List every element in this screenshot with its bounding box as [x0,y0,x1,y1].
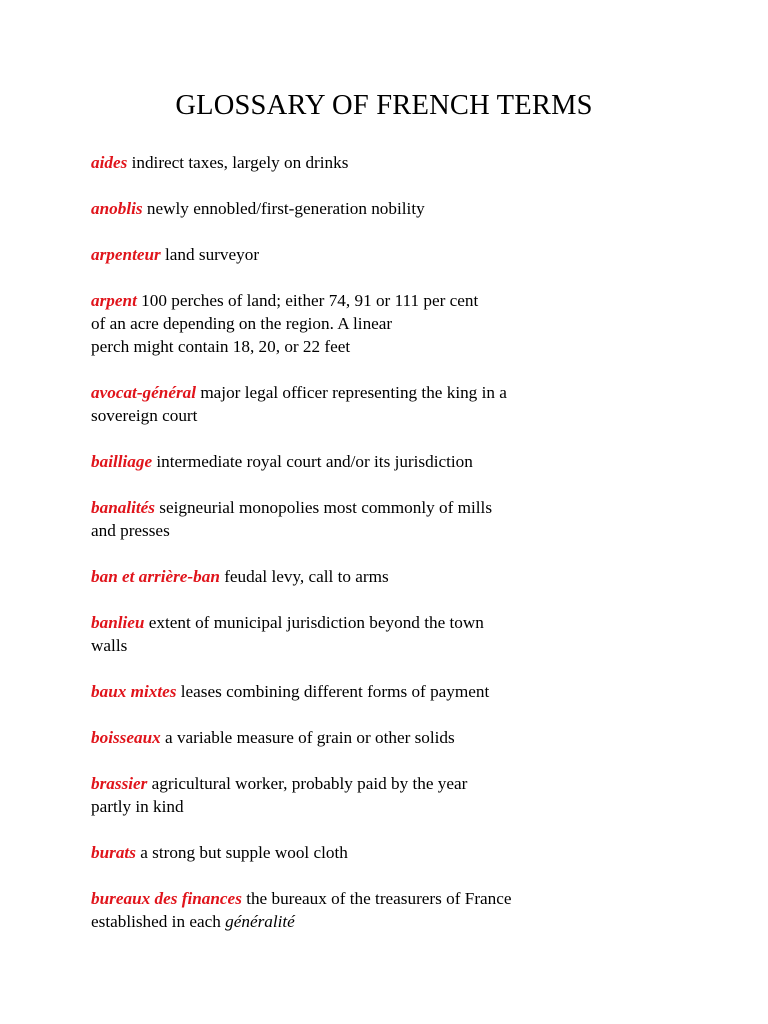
glossary-term: bureaux des finances [91,889,242,908]
glossary-term: arpenteur [91,245,161,264]
glossary-term: boisseaux [91,728,161,747]
glossary-definition-line: newly ennobled/first-generation nobility [146,199,425,218]
glossary-definition-line: the bureaux of the treasurers of France [246,889,512,908]
glossary-definition-line: 100 perches of land; either 74, 91 or 111 per cent [141,291,479,310]
glossary-definition-line: agricultural worker, probably paid by the year [151,774,468,793]
glossary-list [91,151,611,956]
glossary-term: burats [91,843,136,862]
glossary-definition-line: indirect taxes, largely on drinks [131,153,349,172]
glossary-term: banalités [91,498,155,517]
glossary-line [91,772,611,795]
glossary-entry [91,197,611,220]
glossary-definition-line: and presses [91,521,170,540]
glossary-definition-line: intermediate royal court and/or its jurisdiction [156,452,473,471]
glossary-italic-term: généralité [225,912,295,931]
glossary-definition-line: a strong but supple wool cloth [140,843,348,862]
glossary-entry [91,151,611,174]
glossary-definition-line: of an acre depending on the region. A linear [91,314,393,333]
glossary-entry [91,772,611,818]
glossary-definition-line: established in each [91,912,221,931]
glossary-line [91,611,611,634]
glossary-line [91,381,611,404]
glossary-entry [91,381,611,427]
glossary-entry [91,243,611,266]
glossary-definition-line: leases combining different forms of payment [180,682,490,701]
glossary-definition-line: perch might contain 18, 20, or 22 feet [91,337,351,356]
glossary-definition-line: land surveyor [165,245,260,264]
glossary-entry [91,565,611,588]
glossary-definition-line: extent of municipal jurisdiction beyond the town [148,613,484,632]
glossary-entry [91,726,611,749]
glossary-term: anoblis [91,199,143,218]
glossary-term: avocat-général [91,383,197,402]
glossary-line [91,496,611,519]
glossary-entry [91,841,611,864]
glossary-definition-line: a variable measure of grain or other solids [165,728,455,747]
glossary-definition-line: major legal officer representing the king in a [200,383,507,402]
glossary-entry [91,680,611,703]
glossary-definition-line: feudal levy, call to arms [224,567,389,586]
glossary-entry [91,887,611,933]
glossary-line [91,289,611,312]
glossary-definition-line: sovereign court [91,406,198,425]
glossary-term: aides [91,153,128,172]
glossary-term: brassier [91,774,148,793]
glossary-entry [91,450,611,473]
glossary-term: baux mixtes [91,682,177,701]
glossary-line [91,910,611,933]
glossary-term: bailliage [91,452,153,471]
glossary-definition-line: seigneurial monopolies most commonly of mills [159,498,493,517]
glossary-entry [91,611,611,657]
glossary-term: arpent [91,291,137,310]
glossary-line [91,887,611,910]
glossary-entry [91,496,611,542]
glossary-entry [91,289,611,358]
glossary-term: banlieu [91,613,145,632]
glossary-term: ban et arrière-ban [91,567,220,586]
glossary-definition-line: partly in kind [91,797,184,816]
glossary-definition-line: walls [91,636,128,655]
page-title: GLOSSARY OF FRENCH TERMS [175,90,593,121]
